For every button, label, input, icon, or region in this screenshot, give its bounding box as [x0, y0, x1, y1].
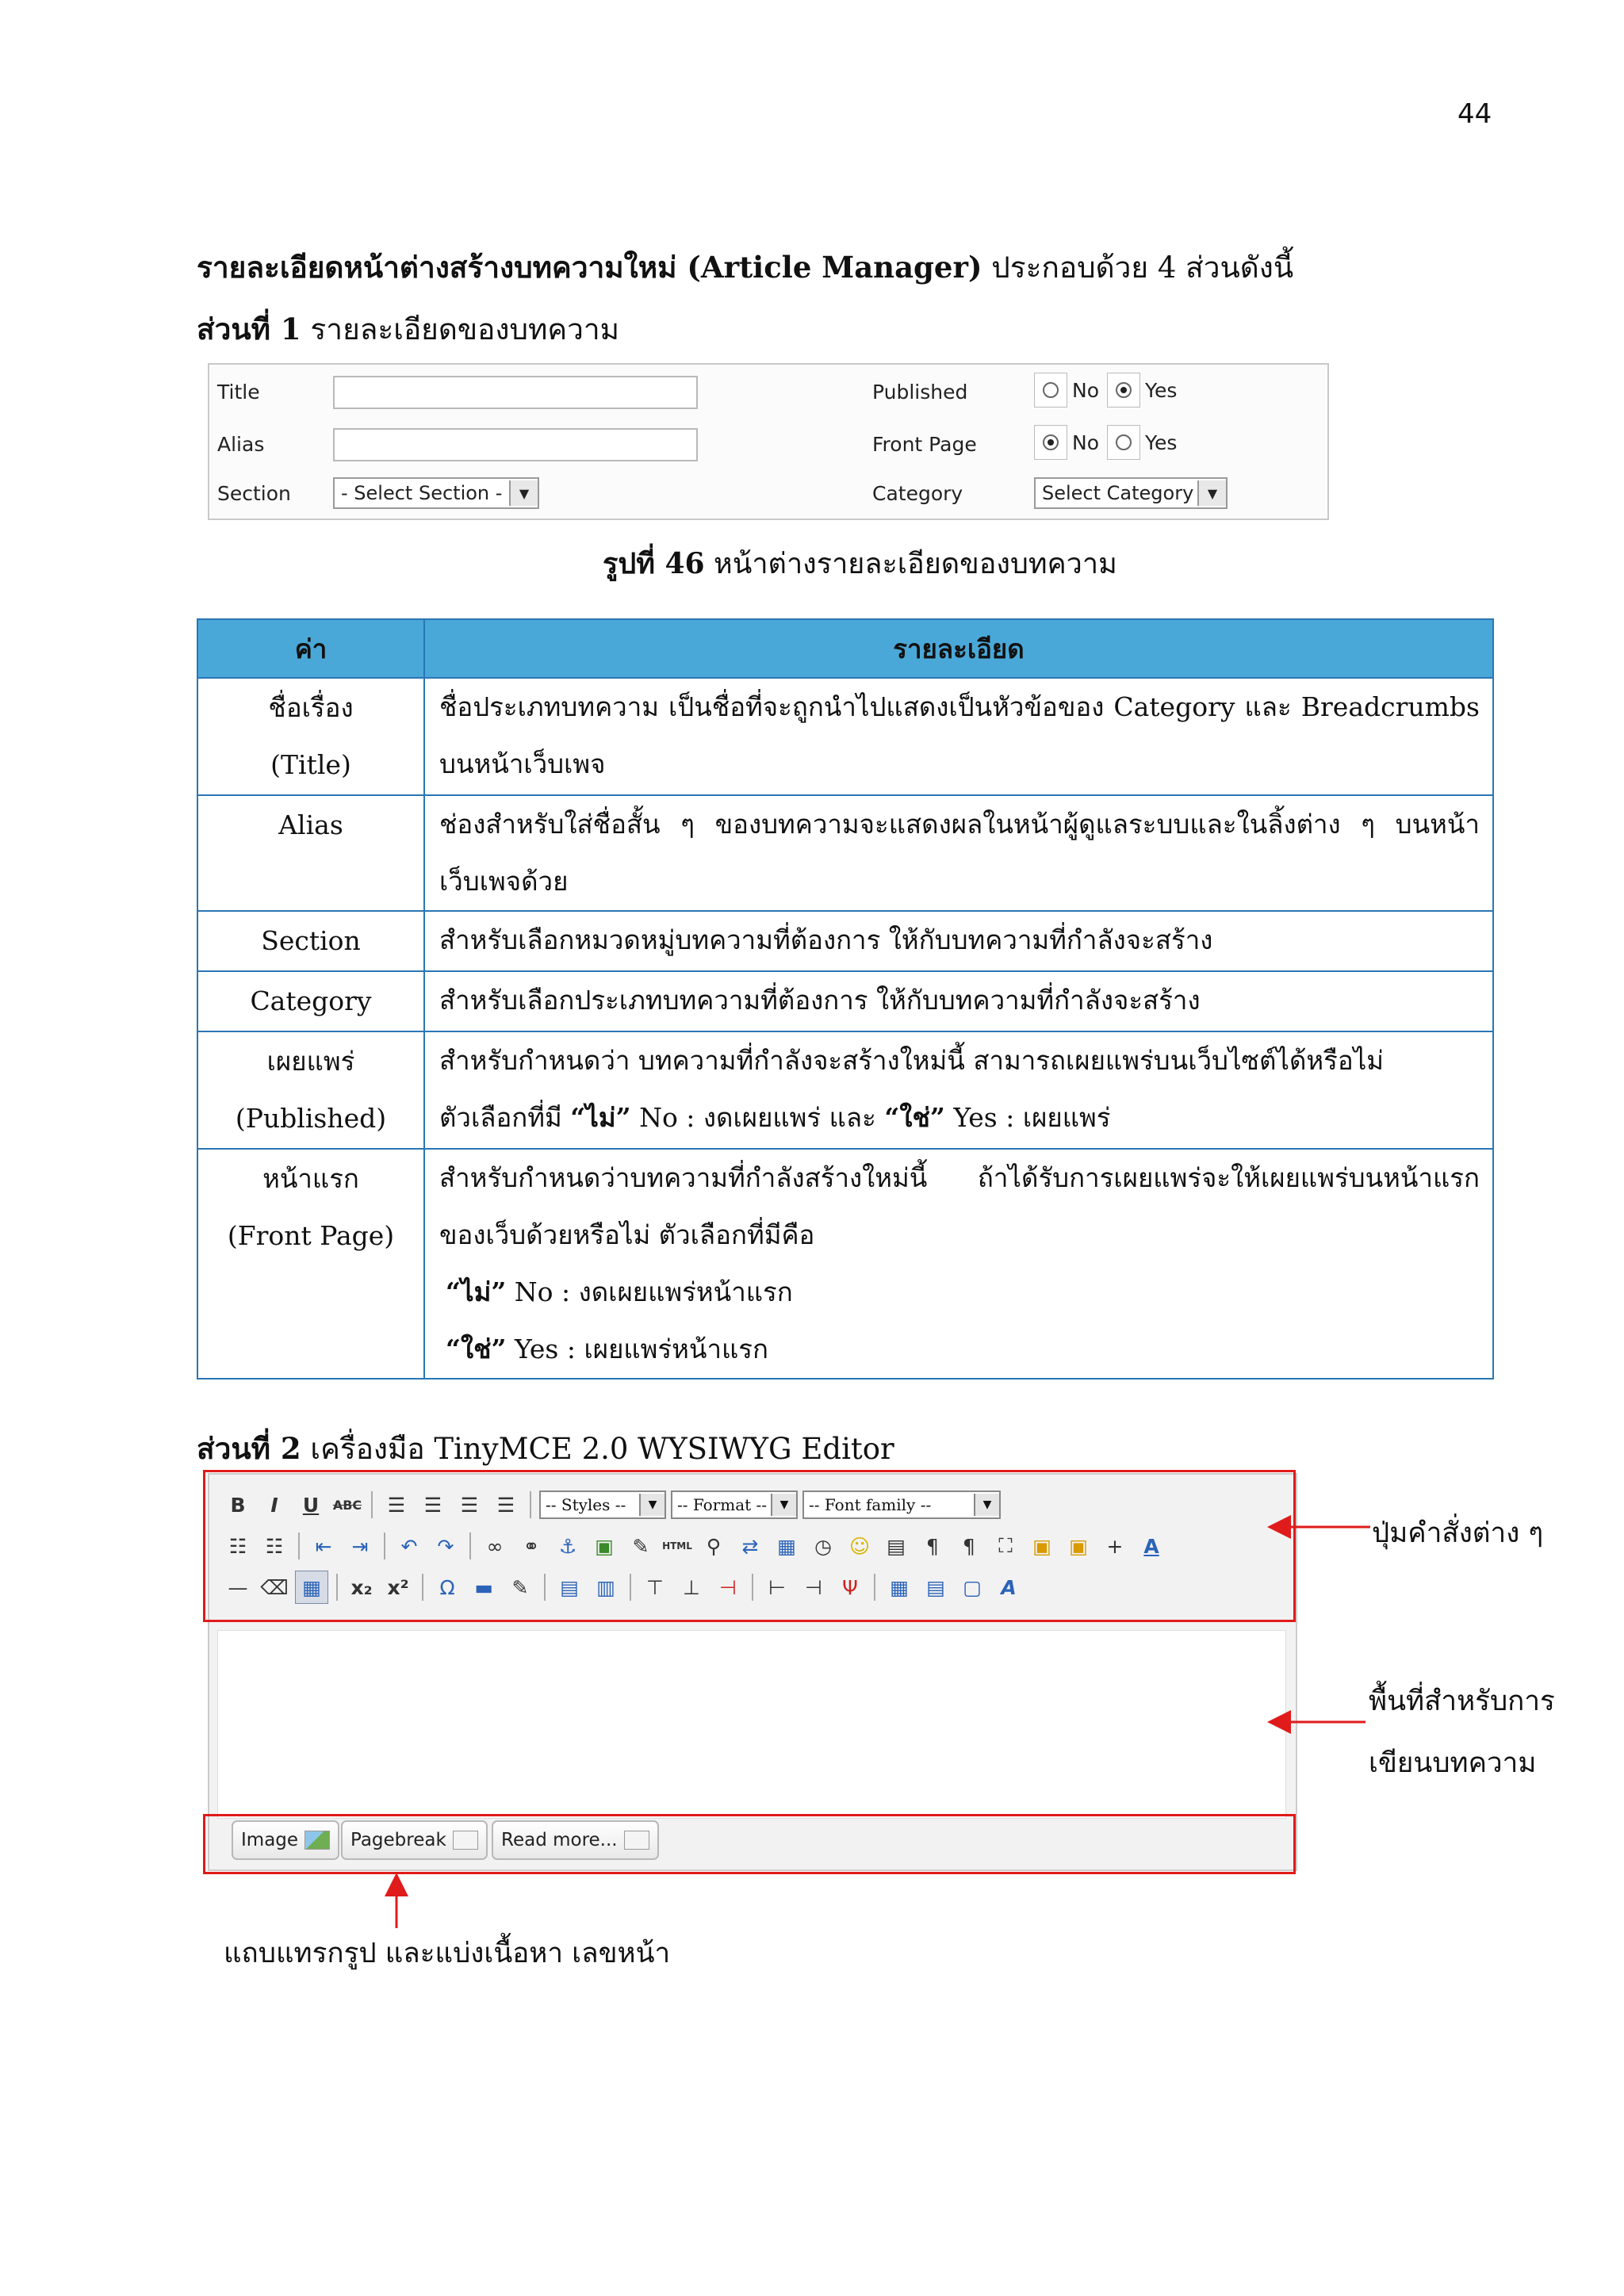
outdent-icon[interactable]: ⇤ — [315, 1534, 332, 1558]
field-detail-text: สำหรับกำหนดว่า บทความที่กำลังจะสร้างใหม่นี้ สามารถเผยแพร่บนเว็บไซต์ได้หรือไม่ — [439, 1045, 1385, 1076]
align-justify-icon[interactable]: ☰ — [496, 1493, 515, 1517]
caption-bold: รูปที่ 46 — [603, 547, 705, 580]
subscript-icon[interactable]: x₂ — [350, 1575, 373, 1599]
write-area-annotation-line1: พื้นที่สำหรับการ — [1369, 1686, 1555, 1717]
edit-icon[interactable]: ✎ — [511, 1575, 529, 1599]
option-no-quote: “ไม่” — [570, 1102, 631, 1133]
section-label: Section — [217, 482, 291, 505]
styles-select-value: -- Styles -- — [546, 1495, 626, 1514]
emotions-icon[interactable]: ☺ — [848, 1534, 871, 1558]
superscript-icon[interactable]: x² — [387, 1575, 409, 1599]
published-label: Published — [872, 381, 968, 404]
title-label: Title — [217, 381, 260, 404]
col-after-icon[interactable]: ⊣ — [805, 1575, 822, 1599]
field-name: Alias — [278, 809, 343, 840]
write-area-annotation-line2: เขียนบทความ — [1369, 1747, 1537, 1779]
cell-props-icon[interactable]: ▥ — [596, 1575, 615, 1599]
option-no-quote: “ไม่” — [446, 1276, 507, 1307]
field-name: Category — [250, 985, 372, 1016]
header-value: ค่า — [197, 619, 424, 678]
indent-icon[interactable]: ⇥ — [351, 1534, 369, 1558]
field-detail-cell: ชื่อประเภทบทความ เป็นชื่อที่จะถูกนำไปแสดงเป็นหัวข้อของ Category และ Breadcrumbs บนหน้าเว็บเพจ — [424, 678, 1493, 795]
field-detail-cell: ช่องสำหรับใส่ชื่อสั้น ๆ ของบทความจะแสดงผลในหน้าผู้ดูแลระบบและในลิ้งต่าง ๆ บนหน้าเว็บเพจด้วย — [424, 795, 1493, 911]
frontpage-no-label: No — [1072, 430, 1099, 454]
category-select-value: Select Category — [1042, 482, 1194, 504]
row-after-icon[interactable]: ⊥ — [683, 1575, 700, 1599]
fullscreen-icon[interactable]: ⛶ — [998, 1534, 1013, 1557]
field-name: Section — [261, 925, 361, 956]
text-color-icon[interactable]: A — [1143, 1534, 1159, 1558]
option-yes-text: Yes : เผยแพร่ — [944, 1102, 1111, 1133]
merge-cells-icon[interactable]: ▤ — [926, 1575, 945, 1599]
styleprops-icon[interactable]: A — [1001, 1575, 1017, 1599]
published-no-label: No — [1072, 378, 1099, 402]
align-center-icon[interactable]: ☰ — [423, 1493, 442, 1517]
part2-rest: เครื่องมือ TinyMCE 2.0 WYSIWYG Editor — [301, 1432, 894, 1466]
field-name-en: (Title) — [270, 749, 351, 780]
col-before-icon[interactable]: ⊢ — [768, 1575, 786, 1599]
row-before-icon[interactable]: ⊤ — [646, 1575, 664, 1599]
align-right-icon[interactable]: ☰ — [460, 1493, 479, 1517]
field-name: ชื่อเรื่อง — [268, 692, 354, 723]
split-cells-icon[interactable]: ▦ — [890, 1575, 909, 1599]
layer-icon[interactable]: ▣ — [1032, 1534, 1051, 1558]
part1-rest: รายละเอียดของบทความ — [301, 312, 620, 346]
insert-time-icon[interactable]: ◷ — [814, 1534, 832, 1558]
replace-icon[interactable]: ⇄ — [741, 1534, 759, 1558]
option-yes-text: Yes : เผยแพร่หน้าแรก — [506, 1334, 768, 1364]
bullet-list-icon[interactable]: ☷ — [228, 1534, 247, 1558]
numbered-list-icon[interactable]: ☷ — [265, 1534, 284, 1558]
special-char-icon[interactable]: Ω — [439, 1575, 455, 1599]
chevron-down-icon: ▼ — [1197, 480, 1226, 506]
bottom-bar-annotation: แถบแทรกรูป และแบ่งเนื้อหา เลขหน้า — [224, 1938, 671, 1969]
heading-rest: ประกอบด้วย 4 ส่วนดังนี้ — [982, 251, 1294, 285]
image-button-label: Image — [241, 1830, 299, 1850]
delete-col-icon[interactable]: Ψ — [842, 1575, 858, 1599]
strikethrough-icon[interactable]: ABC — [332, 1497, 362, 1513]
visual-aid-icon[interactable]: ▢ — [963, 1575, 982, 1599]
alias-label: Alias — [217, 433, 265, 456]
italic-icon[interactable]: I — [270, 1493, 278, 1517]
part2-bold: ส่วนที่ 2 — [197, 1431, 301, 1466]
chevron-down-icon: ▼ — [639, 1494, 665, 1516]
align-left-icon[interactable]: ☰ — [387, 1493, 406, 1517]
cleanup-icon[interactable]: ✎ — [632, 1534, 649, 1558]
readmore-button-label: Read more... — [501, 1830, 618, 1850]
eraser-icon[interactable]: ⌫ — [260, 1575, 289, 1599]
option-no-text: No : งดเผยแพร่หน้าแรก — [506, 1276, 793, 1307]
html-icon[interactable]: HTML — [662, 1540, 692, 1552]
absolute-icon[interactable]: + — [1106, 1534, 1124, 1558]
advanced-hr-icon[interactable]: ▬ — [474, 1575, 493, 1599]
table-icon[interactable]: ▦ — [295, 1571, 328, 1604]
toolbar-annotation: ปุ่มคำสั่งต่าง ๆ — [1372, 1517, 1544, 1549]
undo-icon[interactable]: ↶ — [400, 1534, 418, 1558]
rtl-icon[interactable]: ¶ — [963, 1534, 975, 1558]
layer-move-icon[interactable]: ▣ — [1069, 1534, 1088, 1558]
frontpage-label: Front Page — [872, 433, 977, 456]
chevron-down-icon: ▼ — [509, 480, 538, 506]
redo-icon[interactable]: ↷ — [437, 1534, 454, 1558]
field-name: หน้าแรก — [262, 1163, 359, 1194]
find-icon[interactable]: ⚲ — [706, 1534, 722, 1558]
option-no-text: No : งดเผยแพร่ และ — [630, 1102, 885, 1133]
font-family-select-value: -- Font family -- — [809, 1495, 932, 1514]
field-name-en: (Front Page) — [227, 1220, 395, 1251]
pagebreak-button-label: Pagebreak — [350, 1830, 446, 1850]
page-number: 44 — [1457, 98, 1492, 130]
row-props-icon[interactable]: ▤ — [560, 1575, 579, 1599]
part1-bold: ส่วนที่ 1 — [197, 312, 301, 346]
delete-row-icon[interactable]: ⊣ — [719, 1575, 737, 1599]
chevron-down-icon: ▼ — [974, 1494, 999, 1516]
field-detail-cell: สำหรับเลือกหมวดหมู่บทความที่ต้องการ ให้กับบทความที่กำลังจะสร้าง — [424, 911, 1493, 971]
underline-icon[interactable]: U — [302, 1493, 320, 1517]
field-name: เผยแพร่ — [266, 1046, 355, 1077]
media-icon[interactable]: ▤ — [887, 1534, 906, 1558]
field-detail-text: สำหรับกำหนดว่าบทความที่กำลังสร้างใหม่นี้ ถ้าได้รับการเผยแพร่จะให้เผยแพร่บนหน้าแรกของเว็บด้วยหรือไม่ ตัวเลือกที่มีคือ — [439, 1162, 1480, 1250]
heading-bold: รายละเอียดหน้าต่างสร้างบทความใหม่ (Article Manager) — [197, 250, 982, 285]
field-name-en: (Published) — [235, 1103, 387, 1134]
option-yes-quote: “ใช่” — [446, 1334, 507, 1364]
category-label: Category — [872, 482, 963, 505]
anchor-icon[interactable]: ⚓ — [558, 1534, 577, 1558]
caption-rest: หน้าต่างรายละเอียดของบทความ — [704, 548, 1117, 580]
option-yes-quote: “ใช่” — [884, 1102, 945, 1133]
header-detail: รายละเอียด — [424, 619, 1493, 678]
frontpage-yes-label: Yes — [1145, 430, 1178, 454]
bold-icon[interactable]: B — [230, 1493, 246, 1517]
chevron-down-icon: ▼ — [771, 1494, 796, 1516]
format-select-value: -- Format -- — [677, 1495, 768, 1514]
horizontal-rule-icon[interactable]: — — [228, 1575, 248, 1599]
ltr-icon[interactable]: ¶ — [926, 1534, 939, 1558]
field-detail-cell: สำหรับเลือกประเภทบทความที่ต้องการ ให้กับบทความที่กำลังจะสร้าง — [424, 971, 1493, 1031]
options-intro: ตัวเลือกที่มี — [439, 1102, 571, 1133]
insert-date-icon[interactable]: ▦ — [777, 1534, 796, 1558]
image-icon[interactable]: ▣ — [595, 1534, 614, 1558]
link-icon[interactable]: ∞ — [486, 1534, 504, 1558]
published-yes-label: Yes — [1145, 378, 1178, 402]
unlink-icon[interactable]: ⚭ — [523, 1534, 540, 1558]
section-select-value: - Select Section - — [341, 482, 503, 504]
